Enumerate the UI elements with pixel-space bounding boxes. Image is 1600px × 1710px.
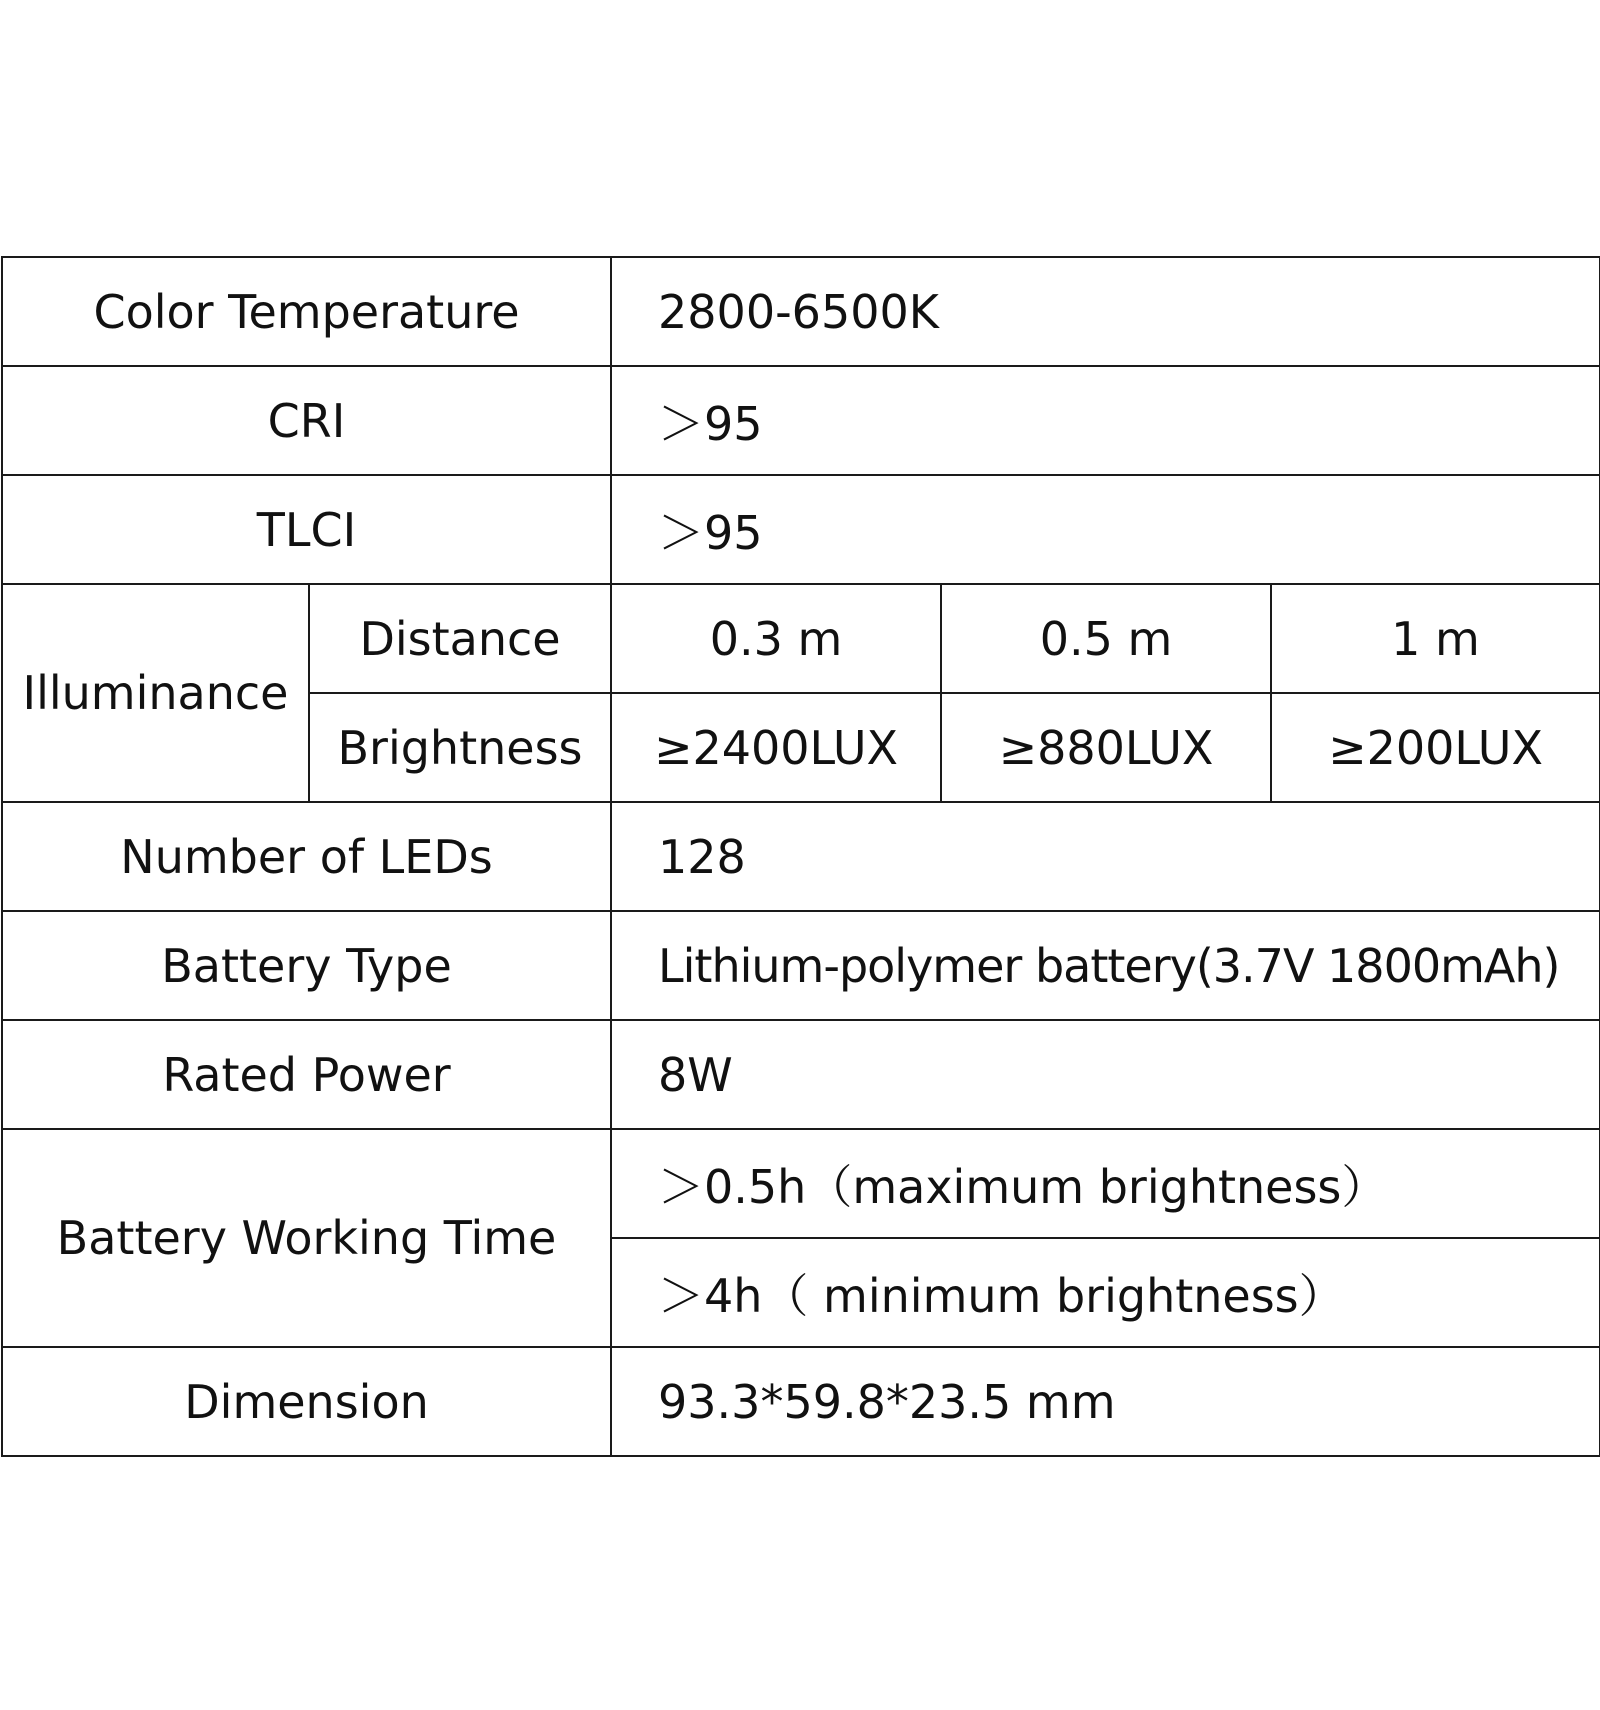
cri-label: CRI	[2, 366, 611, 475]
row-battery-working-time-max	[2, 1129, 1600, 1238]
battery-type-label: Battery Type	[2, 911, 611, 1020]
distance-label: Distance	[309, 584, 611, 693]
number-of-leds-value: 128	[611, 802, 1600, 911]
battery-working-time-max: ＞0.5h（maximum brightness）	[611, 1129, 1600, 1238]
distance-value: 0.5 m	[941, 584, 1271, 693]
tlci-label: TLCI	[2, 475, 611, 584]
illuminance-label: Illuminance	[2, 584, 309, 802]
row-illuminance-distance	[2, 584, 1600, 693]
color-temperature-value: 2800-6500K	[611, 257, 1600, 366]
distance-value: 1 m	[1271, 584, 1600, 693]
row-cri	[2, 366, 1600, 475]
row-tlci	[2, 475, 1600, 584]
number-of-leds-label: Number of LEDs	[2, 802, 611, 911]
row-battery-type	[2, 911, 1600, 1020]
tlci-value: ＞95	[611, 475, 1600, 584]
battery-working-time-label: Battery Working Time	[2, 1129, 611, 1347]
cri-value: ＞95	[611, 366, 1600, 475]
brightness-value: ≥200LUX	[1271, 693, 1600, 802]
row-dimension	[2, 1347, 1600, 1456]
dimension-value: 93.3*59.8*23.5 mm	[611, 1347, 1600, 1456]
rated-power-value: 8W	[611, 1020, 1600, 1129]
brightness-value: ≥880LUX	[941, 693, 1271, 802]
row-number-of-leds	[2, 802, 1600, 911]
color-temperature-label: Color Temperature	[2, 257, 611, 366]
brightness-label: Brightness	[309, 693, 611, 802]
battery-type-value: Lithium-polymer battery(3.7V 1800mAh)	[611, 911, 1600, 1020]
brightness-value: ≥2400LUX	[611, 693, 941, 802]
rated-power-label: Rated Power	[2, 1020, 611, 1129]
distance-value: 0.3 m	[611, 584, 941, 693]
battery-working-time-min: ＞4h（ minimum brightness）	[611, 1238, 1600, 1347]
row-color-temperature	[2, 257, 1600, 366]
spec-table	[1, 256, 1600, 1457]
dimension-label: Dimension	[2, 1347, 611, 1456]
row-rated-power	[2, 1020, 1600, 1129]
